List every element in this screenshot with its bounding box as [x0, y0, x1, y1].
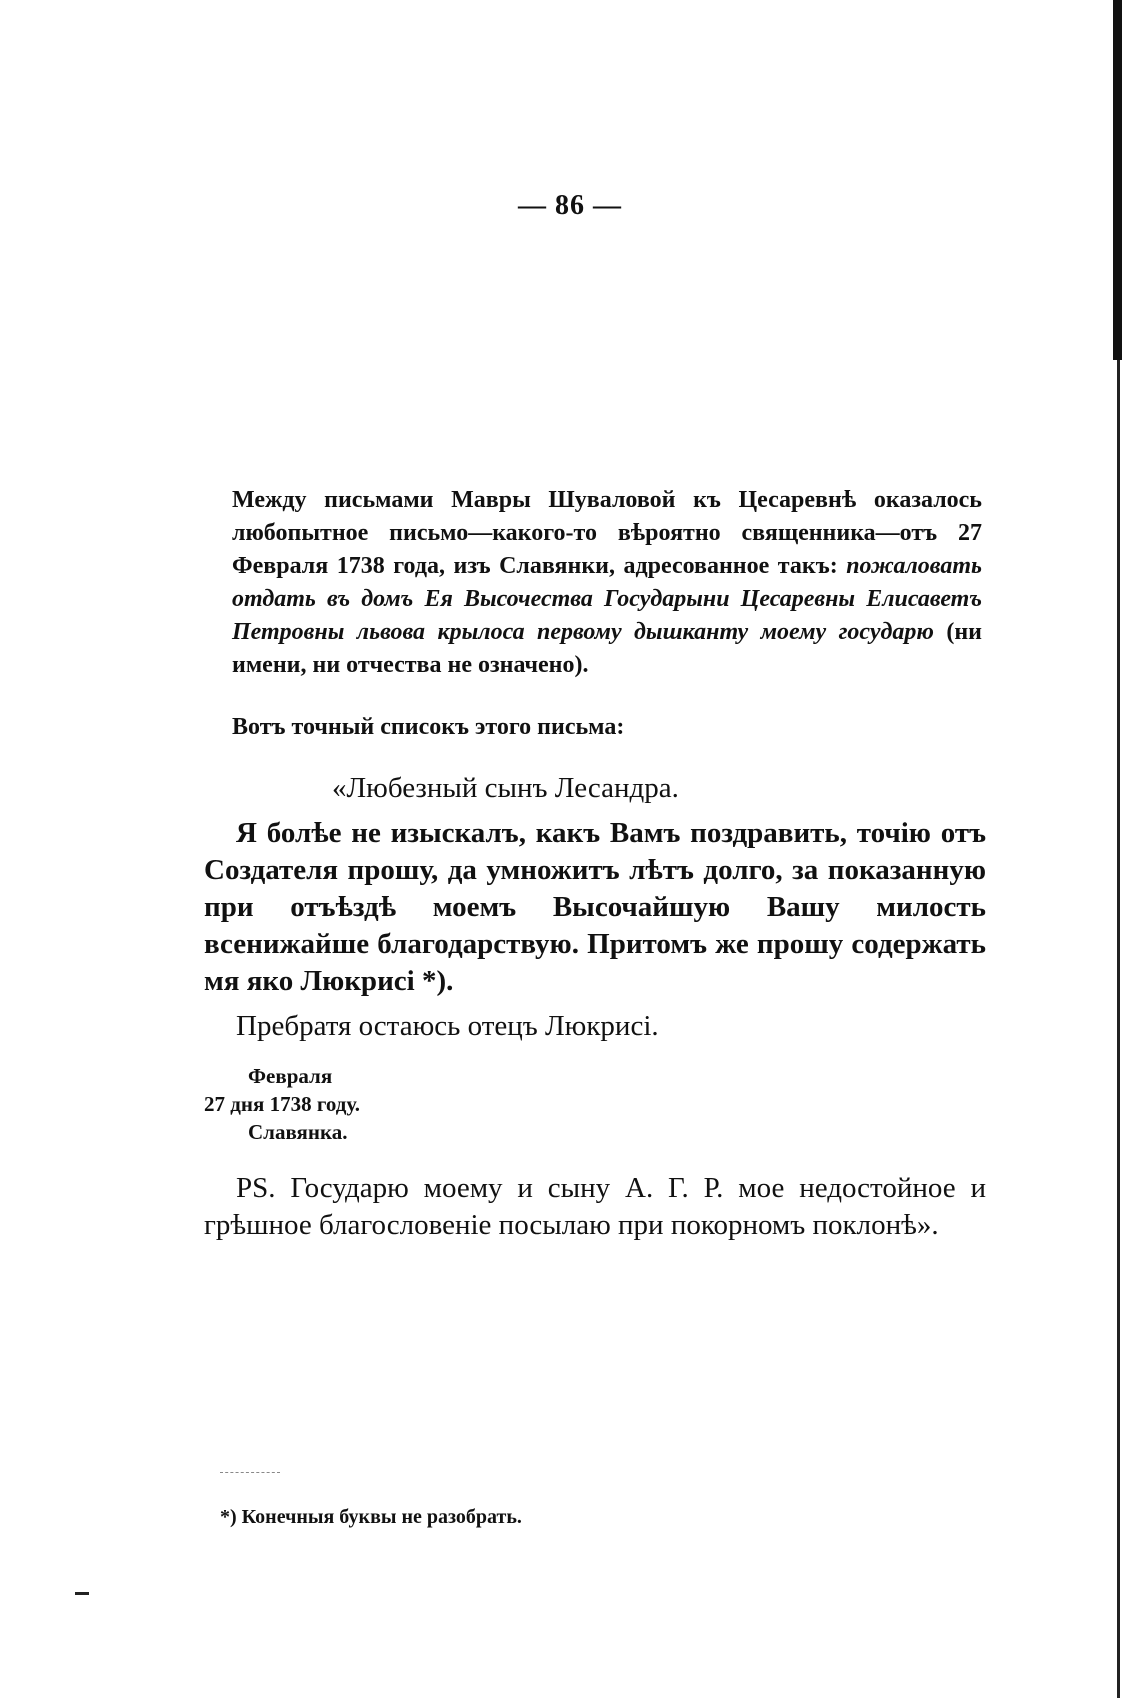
postscript: PS. Государю моему и сыну А. Г. Р. мое недостойное и грѣшное благословеніе посылаю при покорномъ поклонѣ».: [204, 1172, 986, 1241]
letter-block: [204, 770, 986, 1045]
lead-line: Вотъ точный списокъ этого письма:: [232, 714, 625, 740]
intro-note: (ни имени, ни отчества не означено).: [232, 619, 982, 678]
margin-mark: [75, 1592, 89, 1595]
footnote-divider: [220, 1472, 280, 1473]
intro-paragraph: [232, 484, 982, 682]
page-number: — 86 —: [518, 190, 622, 221]
letter-greeting: «Любезный сынъ Лесандра.: [332, 772, 679, 804]
intro-address-italic: пожаловать отдать въ домъ Ея Высочества Государыни Цесаревны Елисаветъ Петровны львова крылоса первому дышканту моему государю: [232, 553, 982, 645]
dateline-place: Славянка.: [248, 1120, 348, 1144]
dateline-day-year: 27 дня 1738 году.: [204, 1092, 361, 1116]
letter-dateline: [204, 1062, 360, 1146]
letter-body: Я болѣе не изыскалъ, какъ Вамъ поздравить, точію отъ Создателя прошу, да умножитъ лѣтъ долго, за показанную при отъѣздѣ моемъ Высочайшую Вашу милость всенижайше благодарствую. Притомъ же прошу содержать мя яко Люкрисі *).: [204, 817, 986, 997]
footnote: *) Конечныя буквы не разобрать.: [220, 1506, 522, 1528]
dateline-month: Февраля: [248, 1064, 333, 1088]
letter-closing: Пребратя остаюсь отецъ Люкрисі.: [236, 1010, 659, 1042]
intro-text: Между письмами Мавры Шуваловой къ Цесаревнѣ оказалось любопытное письмо—какого-то вѣроятно священника—отъ 27 Февраля 1738 года, изъ Славянки, адресованное такъ:: [232, 487, 982, 579]
binding-edge-line-lower: [1117, 360, 1120, 1698]
binding-edge-line: [1113, 0, 1122, 360]
